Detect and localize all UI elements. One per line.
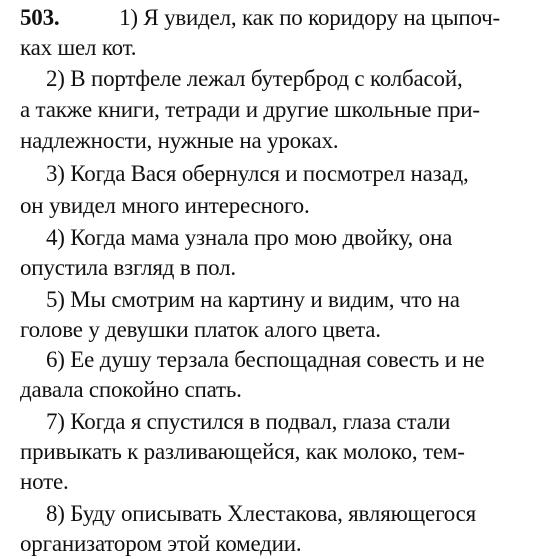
sentence-5-line-2: голове у девушки платок алого цвета. bbox=[20, 317, 381, 342]
sentence-7-line-1: 7) Когда я спустился в подвал, глаза стали bbox=[46, 409, 451, 434]
exercise-number: 503. bbox=[20, 5, 60, 30]
sentence-6-line-1: 6) Ее душу терзала беспощадная совесть и не bbox=[46, 347, 485, 372]
sentence-3-line-2: он увидел много интересного. bbox=[20, 193, 310, 218]
sentence-8-line-1: 8) Буду описывать Хлестакова, являющегося bbox=[46, 501, 476, 526]
sentence-7-line-3: ноте. bbox=[20, 469, 69, 494]
sentence-2-line-2: а также книги, тетради и другие школьные при- bbox=[20, 97, 480, 122]
sentence-3-line-1: 3) Когда Вася обернулся и посмотрел назад, bbox=[46, 161, 469, 186]
sentence-4-line-2: опустила взгляд в пол. bbox=[20, 255, 236, 280]
sentence-6-line-2: давала спокойно спать. bbox=[20, 377, 242, 402]
sentence-1-line-2: ках шел кот. bbox=[20, 35, 137, 60]
sentence-7-line-2: привыкать к разливающейся, как молоко, тем- bbox=[20, 439, 465, 464]
sentence-4-line-1: 4) Когда мама узнала про мою двойку, она bbox=[46, 225, 453, 250]
sentence-1-line-1 bbox=[20, 4, 500, 32]
sentence-5-line-1: 5) Мы смотрим на картину и видим, что на bbox=[46, 287, 460, 312]
sentence-1-text: 1) Я увидел, как по коридору на цыпоч- bbox=[119, 5, 500, 30]
sentence-8-line-2: организатором этой комедии. bbox=[20, 531, 302, 556]
sentence-2-line-1: 2) В портфеле лежал бутерброд с колбасой, bbox=[46, 66, 463, 91]
sentence-2-line-3: надлежности, нужные на уроках. bbox=[20, 128, 339, 153]
